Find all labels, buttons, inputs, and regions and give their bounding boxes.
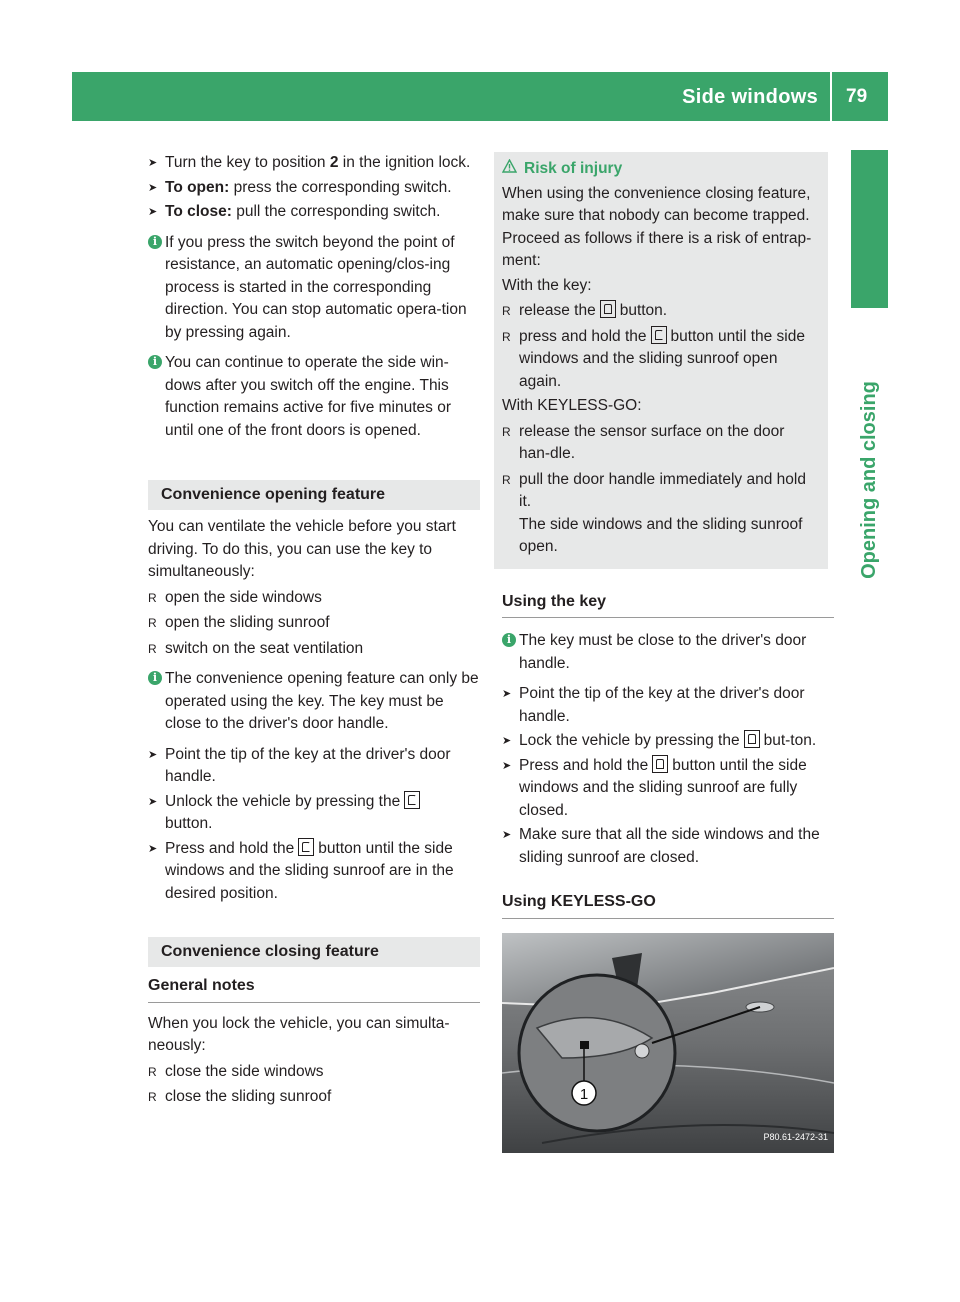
bullet-close-sunroof: R close the sliding sunroof [148, 1086, 480, 1109]
lock-icon [744, 730, 760, 748]
bullet-open-sunroof: R open the sliding sunroof [148, 612, 480, 635]
unlock-icon [651, 326, 667, 344]
section-convenience-closing: Convenience closing feature [148, 937, 480, 967]
warning-bullet-release-sensor: R release the sensor surface on the door han-dle. [502, 421, 818, 466]
lock-icon [600, 300, 616, 318]
lock-icon [652, 755, 668, 773]
subheading-general-notes: General notes [148, 975, 480, 1003]
step-check-closed: ➤ Make sure that all the side windows and the sliding sunroof are closed. [502, 824, 834, 869]
bullet-close-windows: R close the side windows [148, 1061, 480, 1084]
paragraph-lock: When you lock the vehicle, you can simulta-neously: [148, 1014, 450, 1054]
step-ignition: ➤ Turn the key to position 2 in the ignition lock. [148, 152, 480, 175]
chapter-label: Opening and closing [857, 381, 880, 579]
info-key-only: i The convenience opening feature can only be operated using the key. The key must be close to the driver's door handle. [148, 668, 480, 736]
callout-number: 1 [579, 1085, 589, 1103]
paragraph-ventilate: You can ventilate the vehicle before you start driving. To do this, you can use the key to simultaneously: [148, 518, 456, 580]
step-unlock: ➤ Unlock the vehicle by pressing the button. [148, 791, 480, 836]
bullet-seat-ventilation: R switch on the seat ventilation [148, 638, 480, 661]
car-door-photo [502, 933, 834, 1153]
header-divider [830, 72, 832, 121]
warning-bullet-press-hold: R press and hold the button until the side windows and the sliding sunroof open again. [502, 326, 818, 394]
step-open: ➤ To open: press the corresponding switch. [148, 177, 480, 200]
warning-with-key: With the key: [502, 276, 592, 294]
bullet-open-windows: R open the side windows [148, 587, 480, 610]
step-point-key: ➤ Point the tip of the key at the driver's door handle. [148, 744, 480, 789]
step-press-hold-unlock: ➤ Press and hold the button until the side windows and the sliding sunroof are in the desired position. [148, 838, 480, 906]
step-point-key-right: ➤ Point the tip of the key at the driver's door handle. [502, 683, 834, 728]
info-icon: i [502, 633, 516, 647]
info-key-close: i The key must be close to the driver's door handle. [502, 630, 834, 675]
info-automatic: i If you press the switch beyond the point of resistance, an automatic opening/clos-ing process is started in the corresponding direction. You can stop automatic opera-tion by pressing again. [148, 232, 480, 345]
page-title: Side windows [682, 86, 818, 108]
left-column [148, 152, 480, 1109]
warning-title: Risk of injury [502, 158, 818, 181]
subheading-using-keyless-go: Using KEYLESS-GO [502, 891, 834, 919]
subheading-using-key: Using the key [502, 591, 834, 619]
door-handle-illustration [502, 933, 834, 1153]
warning-box [494, 152, 828, 569]
section-convenience-opening: Convenience opening feature [148, 480, 480, 510]
step-close: ➤ To close: pull the corresponding switch. [148, 201, 480, 224]
photo-code: P80.61-2472-31 [763, 1132, 828, 1142]
chapter-tab [851, 150, 888, 308]
warning-text: When using the convenience closing feature, make sure that nobody can become trapped. Proceed as follows if there is a risk of entrap-ment: [502, 184, 812, 269]
warning-triangle-icon [502, 159, 517, 173]
step-lock: ➤ Lock the vehicle by pressing the but-ton. [502, 730, 834, 753]
warning-bullet-pull-handle: R pull the door handle immediately and hold it. The side windows and the sliding sunroof open. [502, 469, 818, 559]
right-column [502, 152, 834, 1153]
warning-bullet-release: R release the button. [502, 300, 818, 323]
info-icon: i [148, 355, 162, 369]
info-after-engine-off: i You can continue to operate the side win-dows after you switch off the engine. This function remains active for five minutes or until one of the front doors is opened. [148, 352, 480, 442]
unlock-icon [404, 791, 420, 809]
page-number: 79 [846, 86, 868, 107]
unlock-icon [298, 838, 314, 856]
warning-with-keyless: With KEYLESS-GO: [502, 397, 642, 414]
info-icon: i [148, 671, 162, 685]
step-press-hold-lock: ➤ Press and hold the button until the side windows and the sliding sunroof are fully closed. [502, 755, 834, 823]
info-icon: i [148, 235, 162, 249]
